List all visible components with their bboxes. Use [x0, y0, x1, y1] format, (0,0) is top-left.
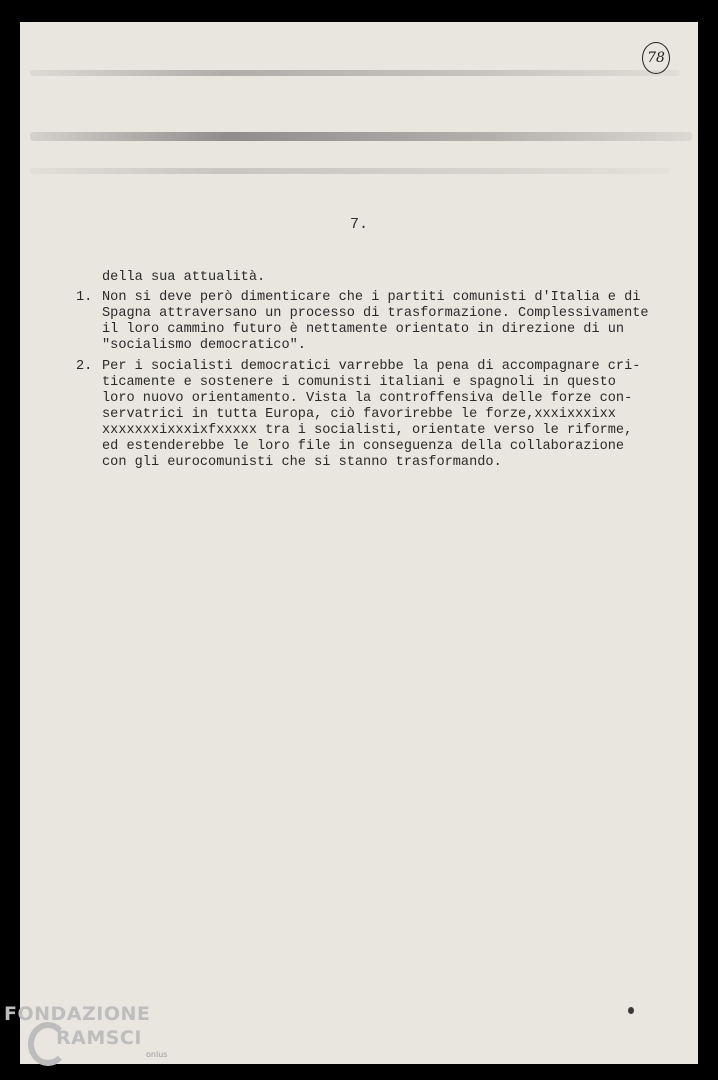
document-page [20, 22, 698, 1064]
watermark-line1: FONDAZIONE [4, 1003, 151, 1025]
item-2-line: ticamente e sostenere i comunisti italiani e spagnoli in questo [102, 375, 616, 390]
item-1-line: "socialismo democratico". [102, 338, 306, 353]
item-2-line: ed estenderebbe le loro file in conseguenza della collaborazione [102, 439, 625, 454]
item-2-line: loro nuovo orientamento. Vista la controffensiva delle forze con- [102, 391, 633, 406]
smudge-bottom [30, 168, 670, 174]
item-2-line: Per i socialisti democratici varrebbe la pena di accompagnare cri- [102, 359, 641, 374]
item-2-line: servatrici in tutta Europa, ciò favorirebbe le forze,xxxixxxixx [102, 407, 616, 422]
ink-spot [628, 1007, 634, 1014]
item-1-line: Non si deve però dimenticare che i partiti comunisti d'Italia e di [102, 290, 641, 305]
item-2-line: xxxxxxxixxxixfxxxxx tra i socialisti, orientate verso le riforme, [102, 423, 633, 438]
folio-number: 78 [642, 42, 670, 74]
watermark-line3: onlus [146, 1050, 168, 1059]
smudge-top [30, 70, 680, 76]
item-1-line: Spagna attraversano un processo di trasformazione. Complessivamente [102, 306, 649, 321]
item-1-number: 1. [76, 290, 93, 305]
item-2-number: 2. [76, 359, 93, 374]
smudge-middle [30, 132, 692, 141]
watermark-line2: RAMSCI [56, 1027, 142, 1049]
item-1-line: il loro cammino futuro è nettamente orientato in direzione di un [102, 322, 625, 337]
page-number: 7. [350, 216, 369, 233]
item-2-line: con gli eurocomunisti che si stanno trasformando. [102, 455, 502, 470]
intro-line: della sua attualità. [102, 270, 266, 285]
